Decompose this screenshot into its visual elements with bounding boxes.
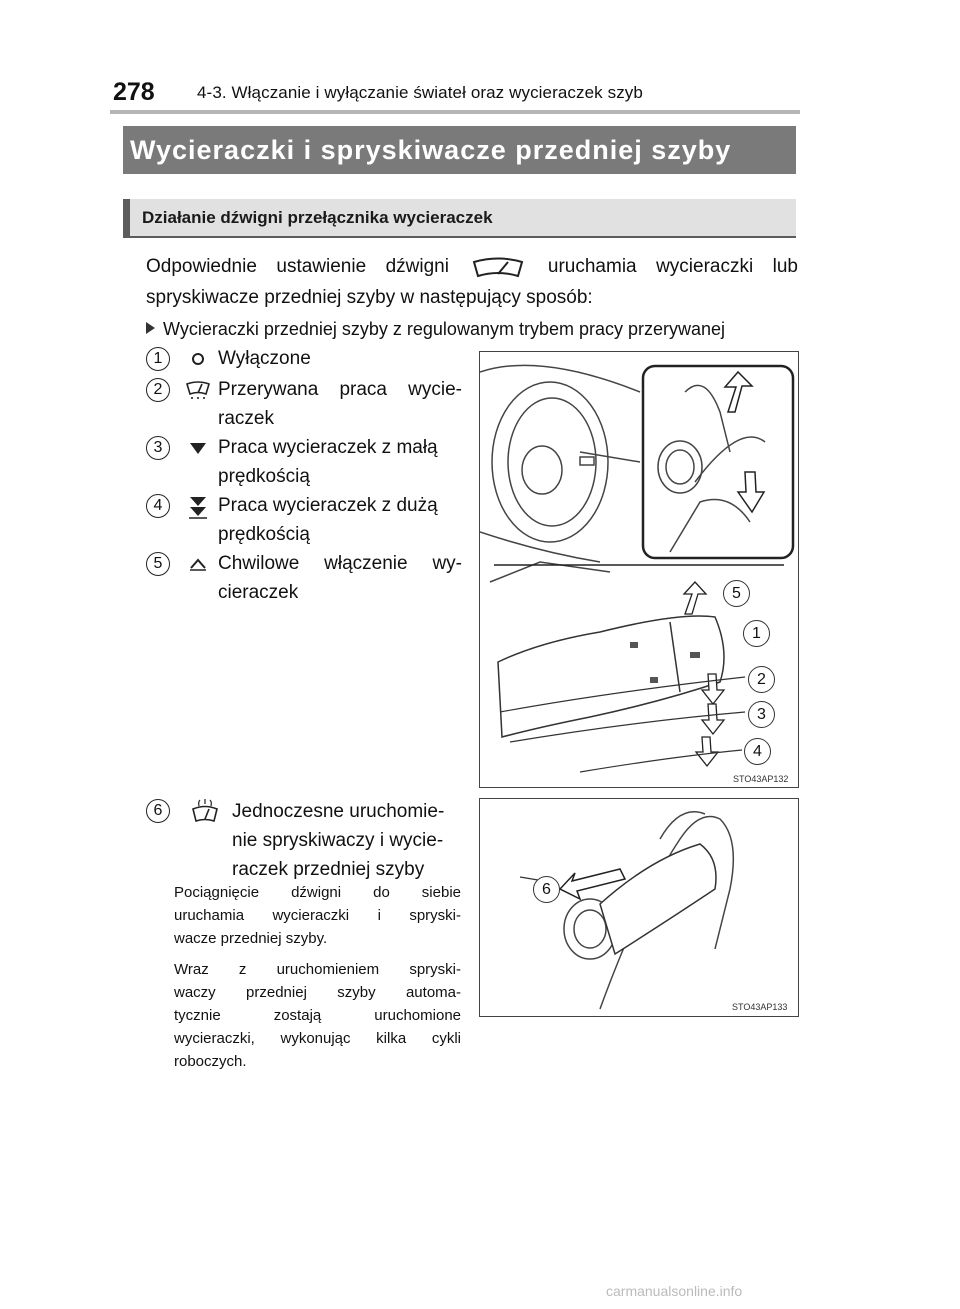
section-title: Wycieraczki i spryskiwacze przedniej szyby: [123, 126, 796, 174]
watermark: carmanualsonline.info: [606, 1283, 743, 1299]
item-number-1: 1: [146, 347, 170, 371]
intro-line-1: Odpowiednie ustawienie dźwigni uruchamia wycieraczki lub: [146, 256, 798, 280]
item-number-2: 2: [146, 378, 170, 402]
item-text-4: Praca wycieraczek z dużą prędkością: [218, 495, 438, 545]
subsection-underline: [123, 236, 796, 238]
item-text-5: Chwilowe włączenie wy- cieraczek: [218, 553, 462, 603]
item-number-6: 6: [146, 799, 170, 823]
item6-paragraph-2: Wraz z uruchomieniem spryski- waczy przedniej szyby automa- tycznie zostają uruchomione wycieraczki, wykonując kilka cykli roboczych.: [174, 961, 461, 1070]
figure-label-2: 2: [748, 666, 775, 693]
figure-wiper-lever: [479, 351, 799, 788]
figure-label-6: 6: [533, 876, 560, 903]
subsection-heading: Działanie dźwigni przełącznika wycieraczek: [123, 199, 796, 236]
double-down-triangle-icon: [185, 495, 211, 517]
figure-label-5: 5: [723, 580, 750, 607]
bullet-heading: Wycieraczki przedniej szyby z regulowanym trybem pracy przerywanej: [146, 319, 725, 340]
figure-label-1: 1: [743, 620, 770, 647]
washer-wiper-icon: [190, 799, 220, 827]
item-number-3: 3: [146, 436, 170, 460]
item-text-2: Przerywana praca wycie- raczek: [218, 379, 462, 429]
page-number: 278: [113, 78, 155, 106]
bullet-triangle-icon: [146, 322, 155, 334]
item-text-1: Wyłączone: [218, 348, 311, 369]
item-number-5: 5: [146, 552, 170, 576]
up-caret-icon: [185, 554, 211, 576]
figure-pull-lever: [479, 798, 799, 1017]
figure-code-2: STO43AP133: [732, 1002, 788, 1012]
off-circle-icon: [185, 349, 211, 371]
figure-label-4: 4: [744, 738, 771, 765]
figure-code-1: STO43AP132: [733, 774, 789, 784]
front-wiper-icon: [468, 256, 528, 280]
intro-line-2: spryskiwacze przedniej szyby w następujący sposób:: [146, 287, 593, 308]
chapter-title: 4-3. Włączanie i wyłączanie świateł oraz wycieraczek szyb: [197, 83, 643, 102]
item-number-4: 4: [146, 494, 170, 518]
figure-label-3: 3: [748, 701, 775, 728]
pull-lever-illustration: [480, 799, 799, 1017]
item6-paragraph-1: Pociągnięcie dźwigni do siebie uruchamia wycieraczki i spryski- wacze przedniej szyby.: [174, 884, 461, 947]
item-text-3: Praca wycieraczek z małą prędkością: [218, 437, 438, 487]
single-down-triangle-icon: [185, 438, 211, 460]
header-divider: [110, 110, 800, 114]
intermittent-wiper-icon: [185, 380, 211, 402]
item-text-6: Jednoczesne uruchomie- nie spryskiwaczy i wycie- raczek przedniej szyby: [232, 801, 445, 880]
